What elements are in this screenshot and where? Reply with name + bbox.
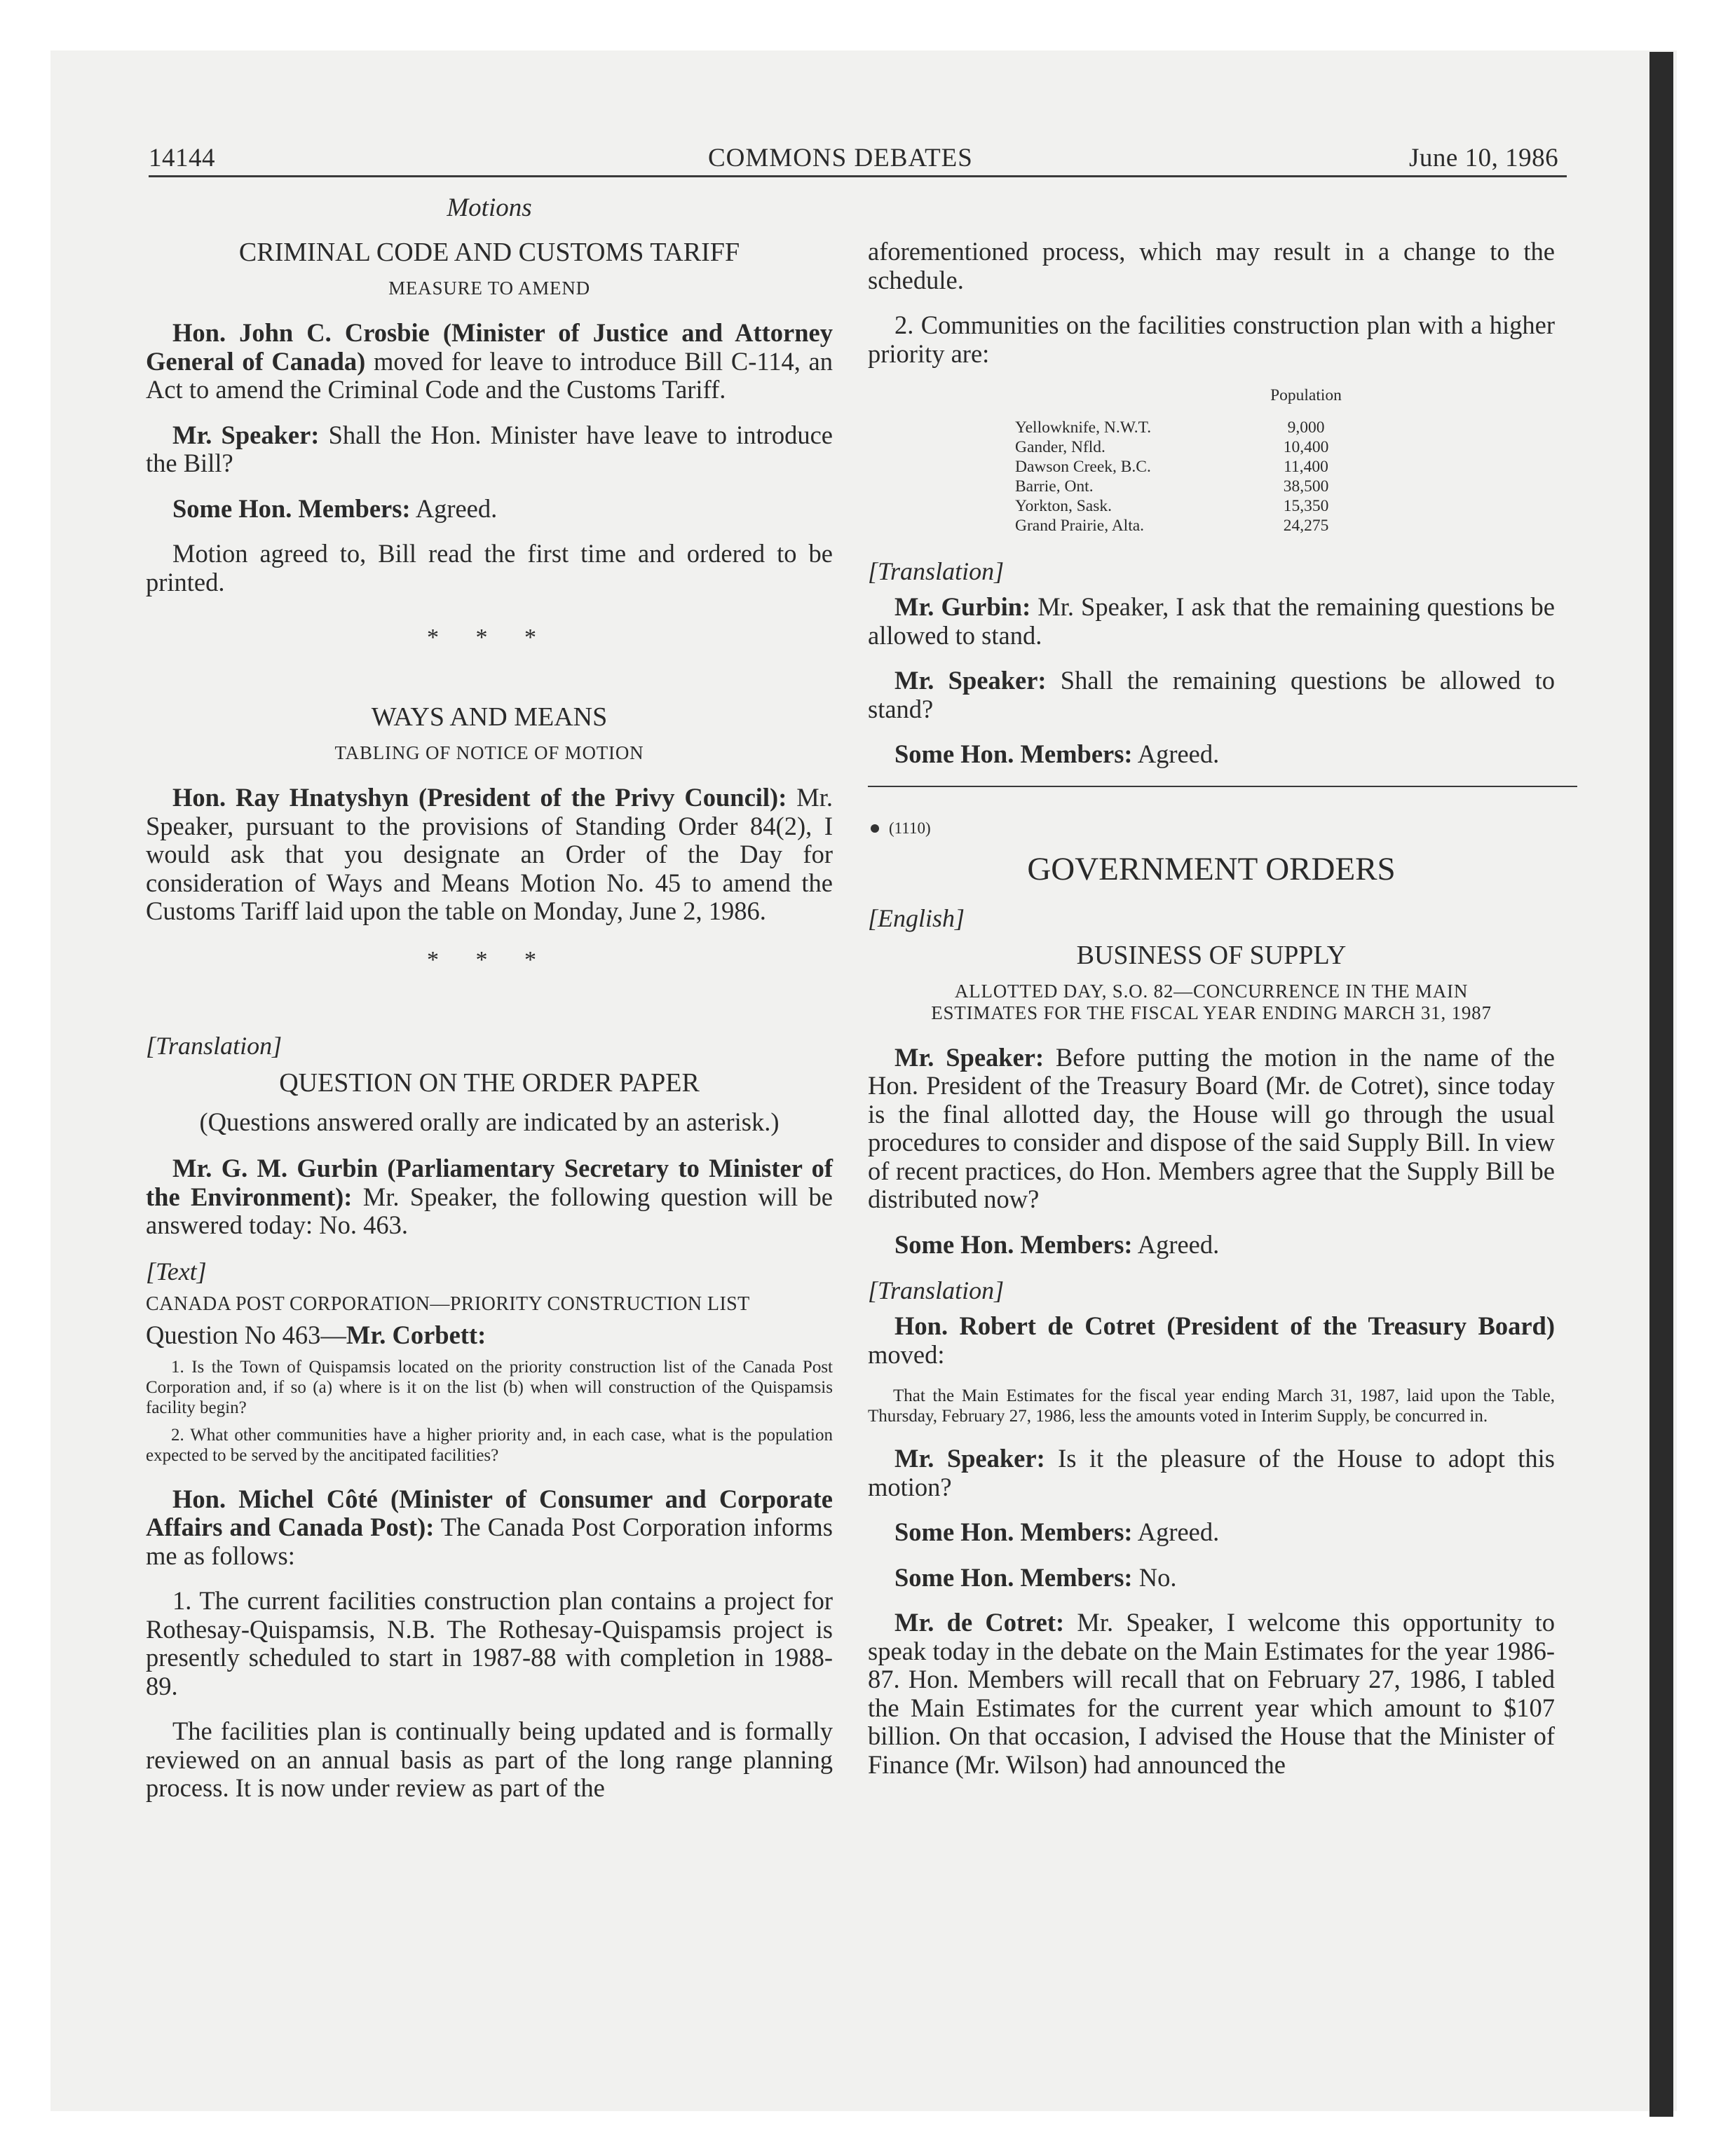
publication-date: June 10, 1986: [1409, 144, 1559, 172]
paragraph: [868, 1518, 1555, 1547]
publication-title: COMMONS DEBATES: [708, 144, 973, 172]
paragraph: The facilities plan is continually being updated and is formally reviewed on an annual basis as part of the long range planning process. It is now under review as part of the: [146, 1717, 833, 1802]
paragraph: [146, 495, 833, 524]
section-subtitle-measure: MEASURE TO AMEND: [388, 278, 590, 299]
population-cell: 10,400: [1283, 438, 1329, 456]
header-rule: [149, 175, 1567, 177]
supply-subtitle-line-1: ALLOTTED DAY, S.O. 82—CONCURRENCE IN THE MAIN: [954, 980, 1469, 1002]
paragraph-text: Agreed.: [1132, 739, 1220, 768]
paragraph: [868, 1312, 1555, 1369]
asterisk-note: (Questions answered orally are indicated by an asterisk.): [199, 1107, 780, 1136]
motions-label: Motions: [447, 193, 532, 222]
paragraph: 2. Communities on the facilities construction plan with a higher priority are:: [868, 311, 1555, 368]
binding-edge: [1649, 52, 1673, 2117]
paragraph: [146, 1485, 833, 1571]
speaker-name: Mr. Speaker:: [894, 1444, 1045, 1473]
paragraph-text: Mr. Speaker, I ask that the remaining questions be allowed to stand.: [868, 592, 1555, 650]
paragraph-text: moved:: [868, 1339, 945, 1369]
speaker-name: Some Hon. Members:: [172, 493, 411, 523]
place-cell: Yellowknife, N.W.T.: [1015, 418, 1152, 437]
motion-text: That the Main Estimates for the fiscal year ending March 31, 1987, laid upon the Table, Thursday, February 27, 1986, less the amounts voted in Interim Supply, be concurred in.: [868, 1386, 1555, 1426]
paragraph-text: The Canada Post Corporation informs me as follows:: [146, 1513, 833, 1570]
paragraph: aforementioned process, which may result in a change to the schedule.: [868, 237, 1555, 294]
paragraph-text: moved for leave to introduce Bill C-114, an Act to amend the Criminal Code and the Customs Tariff.: [146, 346, 833, 404]
paragraph: [868, 1609, 1555, 1779]
population-cell: 15,350: [1283, 497, 1329, 515]
paragraph-text: Mr. Speaker, pursuant to the provisions of Standing Order 84(2), I would ask that you designate an Order of the Day for consideration of Ways and Means Motion No. 45 to amend the Customs Tariff laid upon the table on Monday, June 2, 1986.: [146, 783, 833, 925]
paragraph-text: Agreed.: [410, 493, 498, 523]
language-tag: [English]: [868, 903, 965, 932]
speaker-name: Mr. Speaker:: [172, 420, 320, 449]
question-part-1: 1. Is the Town of Quispamsis located on the priority construction list of the Canada Post Corporation and, if so (a) where is it on the list (b) when will construction of the Quispamsis facility begin?: [146, 1357, 833, 1417]
place-cell: Barrie, Ont.: [1015, 477, 1094, 496]
table-row: [1015, 477, 1387, 496]
table-header-population: Population: [1270, 386, 1342, 404]
paragraph-text: Agreed.: [1132, 1229, 1220, 1259]
paragraph: [868, 1231, 1555, 1260]
paragraph: [868, 1564, 1555, 1592]
language-tag: [Translation]: [146, 1031, 283, 1060]
paragraph: [146, 784, 833, 926]
place-cell: Grand Prairie, Alta.: [1015, 517, 1145, 535]
paragraph: [868, 667, 1555, 723]
page-number: 14144: [149, 144, 215, 172]
paragraph: [868, 1044, 1555, 1214]
answer-part-1: 1. The current facilities construction plan contains a project for Rothesay-Quispamsis, N.B. The Rothesay-Quispamsis project is presently scheduled to start in 1987-88 with completion in 1988-89.: [146, 1586, 833, 1700]
speaker-name: Hon. John C. Crosbie (Minister of Justice and Attorney General of Canada): [146, 318, 833, 376]
speaker-name: Hon. Ray Hnatyshyn (President of the Privy Council):: [172, 783, 787, 812]
speaker-name: Hon. Robert de Cotret (President of the Treasury Board): [894, 1311, 1555, 1340]
table-row: [1015, 418, 1387, 437]
speaker-name: Mr. de Cotret:: [894, 1608, 1065, 1637]
paragraph-text: Agreed.: [1132, 1517, 1220, 1546]
population-cell: 9,000: [1287, 418, 1325, 437]
speaker-name: Hon. Michel Côté (Minister of Consumer and Corporate Affairs and Canada Post):: [146, 1484, 833, 1541]
table-row: [1015, 457, 1387, 477]
business-of-supply-title: BUSINESS OF SUPPLY: [1076, 940, 1347, 970]
question-subheading: CANADA POST CORPORATION—PRIORITY CONSTRUCTION LIST: [146, 1292, 750, 1315]
language-tag: [Translation]: [868, 1276, 1005, 1304]
government-orders-title: GOVERNMENT ORDERS: [1027, 850, 1396, 887]
section-title-order-paper: QUESTION ON THE ORDER PAPER: [279, 1067, 700, 1098]
section-separator: * * *: [427, 946, 552, 973]
paragraph: [146, 319, 833, 404]
question-part-2: 2. What other communities have a higher priority and, in each case, what is the population expected to be served by the ancitipated facilities?: [146, 1425, 833, 1465]
table-row: [1015, 437, 1387, 457]
language-tag: [Translation]: [868, 557, 1005, 585]
section-title-ways-and-means: WAYS AND MEANS: [371, 702, 608, 732]
speaker-name: Mr. Speaker:: [894, 666, 1047, 695]
paragraph-text: No.: [1132, 1562, 1177, 1592]
paragraph: [868, 740, 1555, 769]
time-marker: (1110): [868, 819, 1555, 838]
population-cell: 24,275: [1283, 517, 1329, 535]
paragraph-text: Before putting the motion in the name of the Hon. President of the Treasury Board (Mr. de Cotret), since today is the final allotted day, the House will go through the usual procedures to consider and dispose of the said Supply Bill. In view of recent practices, do Hon. Members agree that the Supply Bill be distributed now?: [868, 1042, 1555, 1213]
paragraph-text: Shall the Hon. Minister have leave to introduce the Bill?: [146, 420, 833, 477]
population-cell: 11,400: [1284, 458, 1328, 476]
supply-subtitle-line-2: ESTIMATES FOR THE FISCAL YEAR ENDING MARCH 31, 1987: [931, 1002, 1492, 1023]
right-column: [868, 193, 1555, 1796]
speaker-name: Mr. Speaker:: [894, 1042, 1045, 1072]
paragraph: [146, 1154, 833, 1240]
population-cell: 38,500: [1283, 477, 1329, 496]
speaker-name: Some Hon. Members:: [894, 1562, 1133, 1592]
speaker-name: Some Hon. Members:: [894, 1229, 1133, 1259]
paragraph-text: Mr. Speaker, the following question will be answered today: No. 463.: [146, 1182, 834, 1239]
table-row: [1015, 496, 1387, 516]
text-tag: [Text]: [146, 1257, 207, 1285]
speaker-name: Mr. G. M. Gurbin (Parliamentary Secretary to Minister of the Environment):: [146, 1154, 833, 1211]
left-column: [146, 193, 833, 1820]
paragraph: Motion agreed to, Bill read the first time and ordered to be printed.: [146, 539, 833, 596]
speaker-name: Some Hon. Members:: [894, 739, 1133, 768]
place-cell: Dawson Creek, B.C.: [1015, 458, 1151, 476]
place-cell: Yorkton, Sask.: [1015, 497, 1112, 515]
population-table: [1015, 385, 1387, 535]
paragraph-text: Mr. Speaker, I welcome this opportunity to speak today in the debate on the Main Estimates for the year 1986-87. Hon. Members will recall that on February 27, 1986, I tabled the Main Estimates for the current year which amount to $107 billion. On that occasion, I advised the House that the Minister of Finance (Mr. Wilson) had announced the: [868, 1608, 1555, 1779]
paragraph: [868, 593, 1555, 650]
bullet-icon: [871, 824, 879, 833]
paragraph-text: Is it the pleasure of the House to adopt this motion?: [868, 1444, 1555, 1501]
paragraph: [868, 1445, 1555, 1501]
paragraph-text: Shall the remaining questions be allowed to stand?: [868, 666, 1555, 723]
question-number: Question No 463—Mr. Corbett:: [146, 1320, 487, 1349]
speaker-name: Some Hon. Members:: [894, 1517, 1133, 1546]
place-cell: Gander, Nfld.: [1015, 438, 1105, 456]
section-subtitle-tabling: TABLING OF NOTICE OF MOTION: [334, 742, 644, 763]
speaker-name: Mr. Gurbin:: [894, 592, 1031, 621]
table-row: [1015, 516, 1387, 535]
paragraph: [146, 421, 833, 478]
section-rule: [868, 786, 1577, 787]
section-title-criminal-code: CRIMINAL CODE AND CUSTOMS TARIFF: [238, 238, 740, 267]
section-separator: * * *: [427, 625, 552, 650]
